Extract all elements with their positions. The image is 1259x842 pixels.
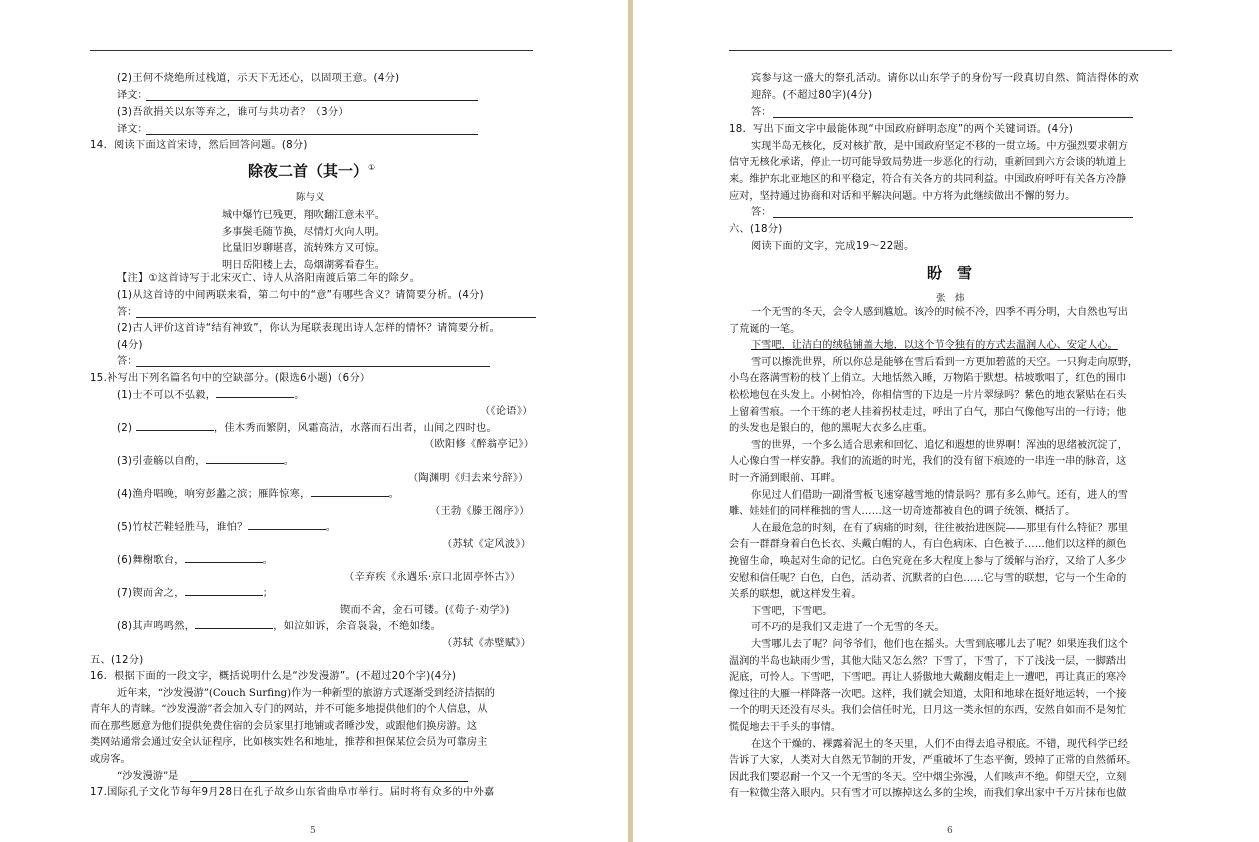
q14-1: (1)从这首诗的中间两联来看，第二句中的“意”有哪些含义？请简要分析。(4分) (117, 290, 484, 301)
essay-line: 一个无雪的冬天，会令人感到尴尬。该冷的时候不冷，四季不再分明，大自然也写出 (751, 307, 1128, 318)
q14-2: (2)古人评价这首诗“结有神致”，你认为尾联表现出诗人怎样的情怀？请简要分析。 (117, 323, 501, 334)
essay-line: 下雪吧，下雪吧。 (751, 605, 833, 617)
poem-author: 陈与义 (296, 192, 325, 203)
q13-3-answer-label: 译文： (117, 124, 148, 135)
essay-line: 你见过人们借助一副滑雪板飞速穿越雪地的情景吗？那有多么帅气。还有，进人的雪 (751, 489, 1128, 501)
essay-line: 慌促地去干手头的事情。 (729, 722, 842, 733)
poem-line: 比量旧岁聊堪喜，流转殊方又可惊。 (222, 243, 385, 254)
q16-text-line: 类网站通常会通过安全认证程序，比如核实姓名和地址，推荐和担保某位会员为可靠房主 (90, 737, 488, 748)
q15-blank[interactable] (185, 562, 263, 563)
poem-line: 明日岳阳楼上去，岛烟湖雾看春生。 (222, 260, 385, 271)
essay-line: 松松地包在头发上。小树怕冷，你相信雪的下边是一片片翠绿吗？紫色的地衣紧贴在石头 (729, 390, 1127, 401)
q15-blank[interactable] (216, 397, 294, 398)
q17-answer-label: 答： (751, 107, 772, 118)
essay-line: 告诉了大家，人类对大自然无节制的开发，严重破坏了生态平衡，毁掉了正常的自然循环。 (729, 755, 1137, 767)
essay-line: 可不巧的是我们又走进了一个无雪的冬天。 (751, 622, 945, 634)
q15-item: (6)舞榭歌台， 。 (117, 555, 274, 566)
essay-line: 泥底，可怜人。下雪吧，下雪吧。再让人骄傲地大戴翻皮帽走上一遭吧，再让真正的寒冷 (729, 672, 1127, 684)
section-6-heading: 六、(18分) (729, 224, 783, 235)
q13-2-answer-line[interactable] (146, 100, 478, 101)
q16-text-line: 而在那些愿意为他们提供免费住宿的会员家里打地铺或者睡沙发，或跟他们换房游。这 (90, 721, 478, 732)
q15-blank[interactable] (248, 529, 326, 530)
q15-blank[interactable] (311, 496, 389, 497)
essay-line: 人在最危急的时刻，在有了病痛的时刻，往往被抬进医院——那里有什么特征？那里 (751, 522, 1128, 534)
essay-line: 人心像白雪一样安静。我们的流逝的时光，我们的没有留下痕迹的一串连一串的脉音，这 (729, 456, 1127, 468)
poem-line: 多事鬓毛随节换，尽情灯火向人明。 (222, 227, 385, 238)
essay-line: 在这个干燥的、裸露着泥土的冬天里，人们不由得去追寻根底。不错，现代科学已经 (751, 738, 1128, 750)
q15-source: （苏轼《定风波》） (442, 539, 532, 550)
q18-text-line: 信守无核化承诺，停止一切可能导致局势进一步恶化的行动，重新回到六方会谈的轨道上 (729, 157, 1127, 168)
q15-source: （辛弃疾《永遇乐·京口北固亭怀古》） (344, 572, 521, 583)
q15-item: (1)士不可以不弘毅， 。 (117, 390, 305, 401)
essay-line: 一个的明天还没有尽头。我们会信任时光，日月这一类永恒的东西，安然自如而不是匆忙 (729, 705, 1127, 717)
essay-line: 的头发也是银白的，他的黑呢大衣多么庄重。 (729, 423, 933, 435)
q15-item: (2) ，佳木秀而繁阴，风霜高洁，水落而石出者，山间之四时也。 (117, 423, 498, 434)
q15-item: (8)其声鸣鸣然， ，如泣如诉，余音袅袅，不绝如缕。 (117, 621, 442, 632)
poem-title-text: 除夜二首（其一） (248, 162, 369, 180)
essay-line: 雪的世界，一个多么适合思索和回忆、追忆和遐想的世界啊！浑浊的思绪被沉淀了， (751, 439, 1128, 451)
q14-1-answer-label: 答： (117, 307, 138, 318)
q15-source: 锲而不舍，金石可镂。(《荀子·劝学》) (340, 605, 510, 616)
poem-note: 【注】①这首诗写于北宋灭亡、诗人从洛阳南渡后第二年的除夕。 (117, 273, 421, 284)
q18-text-line: 实现半岛无核化，反对核扩散，是中国政府坚定不移的一贯立场。中方强烈要求朝方 (751, 141, 1128, 152)
q15-item: (4)渔舟唱晚，响穷彭蠡之滨；雁阵惊寒， 。 (117, 489, 400, 500)
q15-source: （《论语》） (480, 406, 533, 417)
essay-line: 关系的联想，就这样发生着。 (729, 589, 862, 601)
q14-2-answer-label: 答： (117, 356, 138, 367)
essay-title: 盼 雪 (927, 264, 973, 282)
q17-continued: 宾参与这一盛大的祭孔活动。请你以山东学子的身份写一段真切自然、简洁得体的欢 (751, 73, 1140, 84)
q14-2-score: (4分) (117, 340, 143, 351)
essay-line: 挽留生命，唤起对生命的记忆。白色究竟在多大程度上参与了缓解与治疗，又给了人多少 (729, 556, 1127, 567)
q18-text-line: 来。维护东北亚地区的和平稳定，符合有关各方的共同利益。中国政府呼吁有关各方冷静 (729, 174, 1127, 185)
q16-text-line: 青年人的青睐。“沙发漫游”者会加入专门的网站，并不可能多地提供他们的个人信息，从 (90, 704, 488, 715)
q15-source: （陶渊明《归去来兮辞》） (408, 473, 529, 484)
q15-blank[interactable] (206, 463, 284, 464)
essay-line: 下雪吧，让洁白的绒毡铺盖大地，以这个节令独有的方式去温润人心、安定人心。 (751, 340, 1118, 352)
q13-2: (2)王何不烧绝所过栈道，示天下无还心，以固项王意。(4分) (117, 73, 400, 84)
page-left (0, 0, 628, 842)
q18-text-line: 应对，坚持通过协商和对话和平解决问题。中方将为此继续做出不懈的努力。 (729, 191, 1076, 202)
q17-answer-line[interactable] (773, 117, 1133, 118)
essay-line: 上留着雪痕。一个干练的老人挂着拐杖走过，呼出了白气，那白气像他写出的一行诗；他 (729, 406, 1127, 418)
q15-source: （欧阳修《醉翁亭记》） (424, 439, 535, 450)
essay-line: 时一齐涌到眼前、耳畔。 (729, 473, 842, 484)
q18-answer-line[interactable] (773, 217, 1133, 218)
q18-heading: 18．写出下面文字中最能体现“中国政府鲜明态度”的两个关键词语。(4分) (729, 124, 1074, 135)
q17-heading: 17.国际孔子文化节每年9月28日在孔子故乡山东省曲阜市举行。届时将有众多的中外嘉 (90, 787, 495, 798)
poem-note-mark: ① (368, 163, 376, 172)
q15-item: (5)竹杖芒鞋轻胜马，谁怕？ 。 (117, 522, 337, 533)
q16-answer-label: “沙发漫游”是 (117, 771, 179, 782)
q14-heading: 14．阅读下面这首宋诗，然后回答问题。(8分) (90, 140, 308, 151)
q15-item: (7)锲而舍之， ； (117, 588, 274, 599)
q18-answer-label: 答： (751, 207, 772, 218)
page-right (633, 0, 1259, 842)
q13-3: (3)吾欲捐关以东等弃之，谁可与共功者？（3分） (117, 107, 349, 118)
essay-line: 了荒诞的一笔。 (729, 323, 801, 335)
essay-line: 大雪哪儿去了呢？问爷爷们，他们也在摇头。大雪到底哪儿去了呢？如果连我们这个 (751, 639, 1128, 650)
header-rule (90, 50, 533, 51)
page-number: 5 (310, 826, 316, 836)
page-number: 6 (947, 826, 953, 836)
essay-line: 雪可以擦洗世界，所以你总是能够在雪后看到一方更加碧蓝的天空。一只狗走向原野， (751, 356, 1139, 368)
essay-line: 有一粒微尘落入眼内。只有雪才可以擦掉这么多的尘埃，而我们拿出家中千万片抹布也做 (729, 788, 1127, 800)
essay-line: 会有一群群身着白色长衣、头戴白帽的人，有白色病床、白色被子……他们以这样的颜色 (729, 539, 1127, 551)
q15-heading: 15.补写出下列名篇名句中的空缺部分。(限选6小题)（6分） (90, 373, 371, 384)
q15-source: （王勃《滕王阁序》） (430, 506, 530, 517)
essay-line: 温润的半岛也缺雨少雪，其他大陆又怎么然？下雪了，下雪了，下了浅浅一层，一脚踏出 (729, 655, 1127, 667)
instruction: 阅读下面的文字，完成19～22题。 (751, 241, 915, 252)
poem-line: 城中爆竹已残更，翔吹翻江意未平。 (222, 210, 385, 221)
q16-text-line: 或房客。 (90, 754, 131, 765)
poem-title (248, 160, 375, 181)
essay-line: 小鸟在落满雪粉的枝丫上俏立。大地恬然入睡，万物陷于默想。枯坡歌唱了，红色的围巾 (729, 373, 1127, 385)
q15-blank[interactable] (136, 430, 214, 431)
header-rule (729, 50, 1172, 51)
q15-item: (3)引壶觞以自酌， 。 (117, 456, 295, 467)
q16-text-line: 近年来，“沙发漫游”(Couch Surfing)作为一种新型的旅游方式逐渐受到经济拮据的 (117, 688, 495, 699)
q15-source: （苏轼《赤壁赋》） (442, 638, 532, 649)
q13-3-answer-line[interactable] (146, 134, 478, 135)
q15-blank[interactable] (195, 628, 273, 629)
q15-blank[interactable] (185, 595, 263, 596)
essay-author: 张 炜 (936, 293, 965, 304)
q16-heading: 16．根据下面的一段文字，概括说明什么是“沙发漫游”。(不超过20个字)(4分) (90, 671, 457, 682)
q14-2-answer-line[interactable] (136, 366, 490, 367)
essay-line: 因此我们要忍耐一个又一个无雪的冬天。空中烟尘弥漫，人们咳声不绝。仰望天空，立刻 (729, 771, 1127, 783)
essay-line: 雕、娃娃们的同样稚拙的雪人……这一切奇迹都被自色的调子统领、概括了。 (729, 506, 1076, 518)
essay-line: 像过往的大雁一样降落一次吧。这样，我们就会知道，太阳和地球在挺好地运转，一个接 (729, 688, 1127, 700)
essay-line: 安慰和信任呢？白色，白色，活动者、沉默者的白色……它与雪的联想，它与一个生命的 (729, 572, 1127, 584)
q13-2-answer-label: 译文： (117, 90, 148, 101)
section-5-heading: 五、(12分) (90, 655, 144, 666)
q16-answer-line[interactable] (190, 781, 468, 782)
q14-1-answer-line[interactable] (136, 317, 536, 318)
q17-continued: 迎辞。(不超过80字)(4分) (751, 90, 873, 101)
